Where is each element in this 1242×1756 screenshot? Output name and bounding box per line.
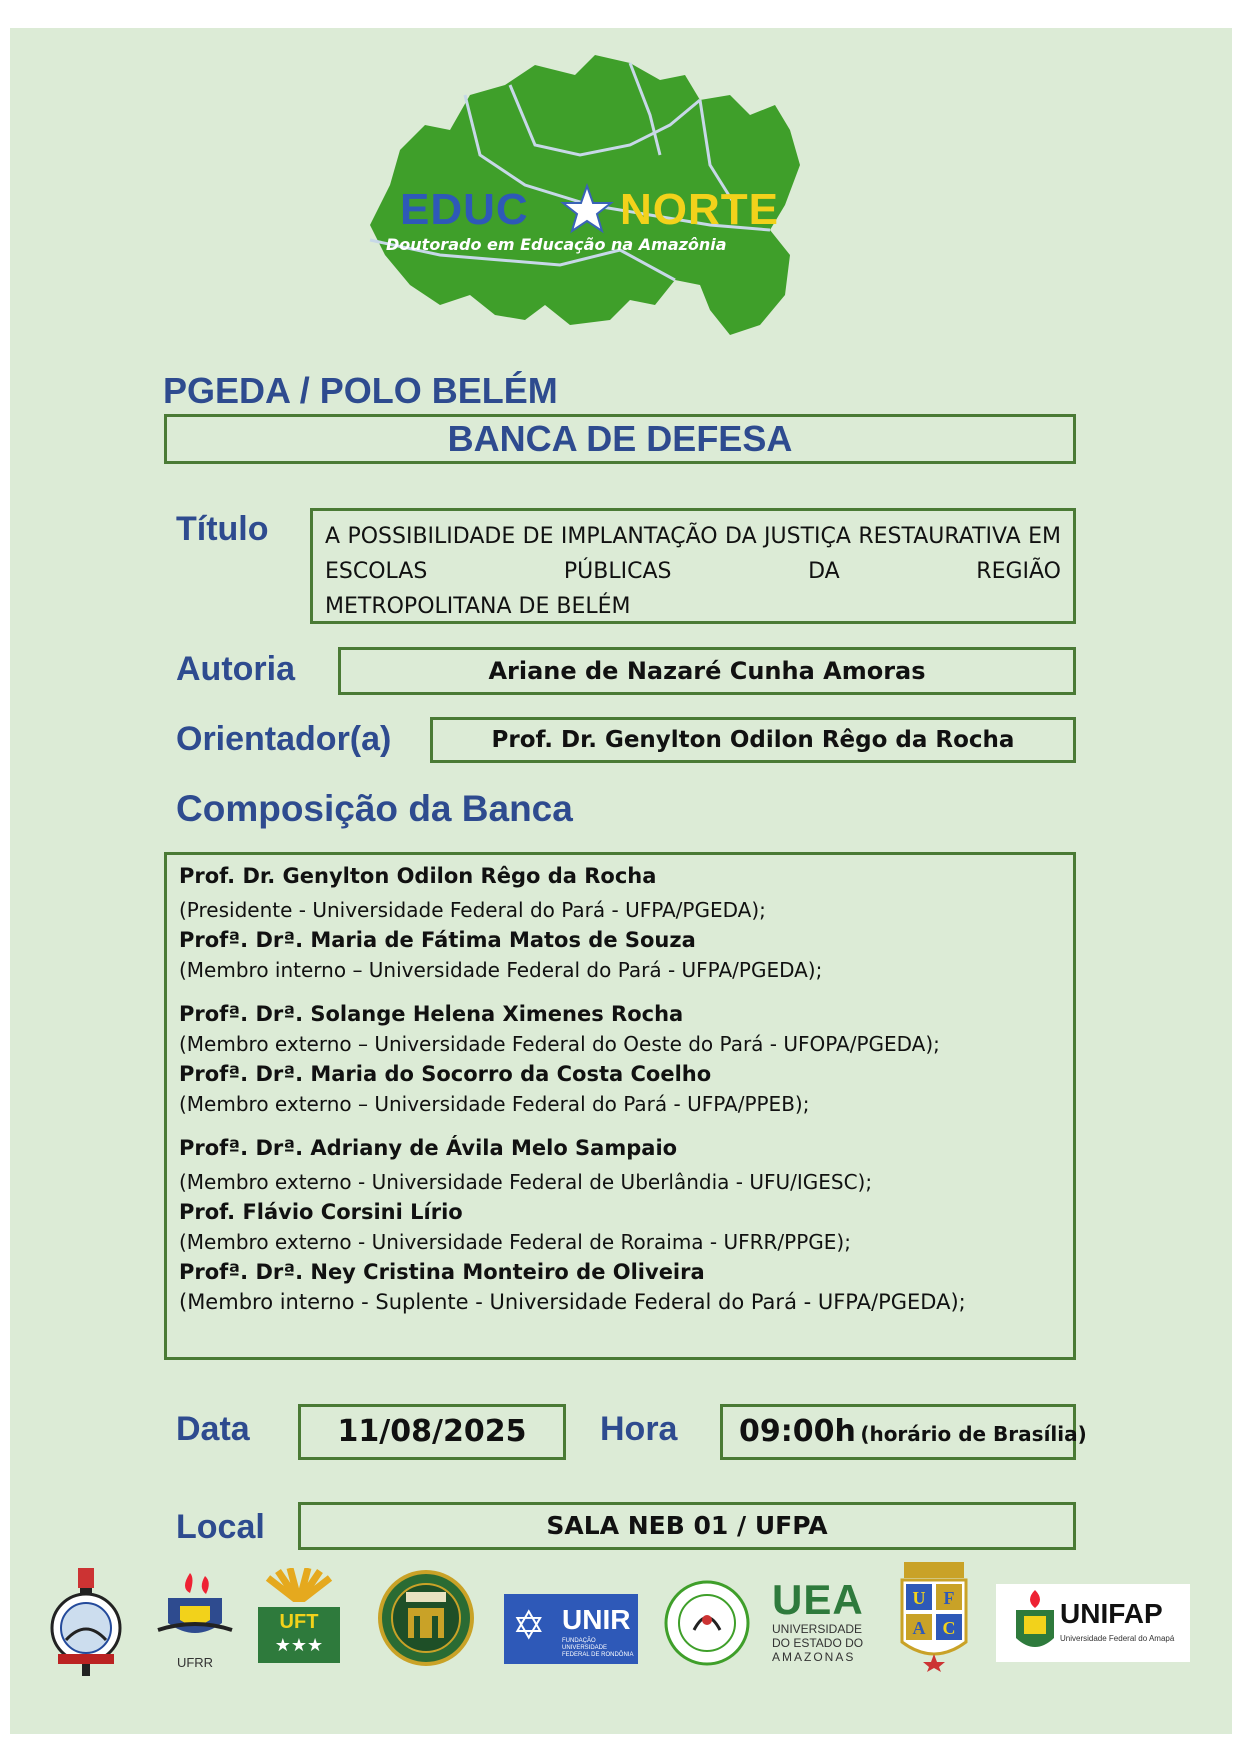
educanorte-logo — [330, 55, 850, 345]
unifap-crest-icon — [1010, 1588, 1060, 1658]
hora-value: 09:00h — [739, 1414, 856, 1449]
member-3 — [179, 999, 1073, 1059]
titulo-text-line2: METROPOLITANA DE BELÉM — [325, 594, 631, 619]
data-box — [298, 1404, 566, 1460]
unifap-logo — [996, 1584, 1190, 1662]
ufrr-logo — [150, 1568, 240, 1668]
ufrr-caption: UFRR — [176, 1655, 214, 1670]
unir-star-icon: ✡ — [512, 1603, 546, 1649]
member-role: (Membro externo – Universidade Federal do Pará - UFPA/PPEB); — [179, 1092, 810, 1116]
data-value: 11/08/2025 — [337, 1414, 527, 1449]
member-role: (Membro interno - Suplente - Universidade Federal do Pará - UFPA/PGEDA); — [179, 1290, 966, 1314]
unifesspa-logo — [378, 1568, 474, 1668]
member-role: (Membro interno – Universidade Federal do Pará - UFPA/PGEDA); — [179, 958, 823, 982]
uea-sub1: UNIVERSIDADE — [772, 1622, 863, 1636]
local-box — [298, 1502, 1076, 1550]
ufpa-logo — [40, 1568, 132, 1668]
titulo-label: Título — [176, 510, 269, 548]
composicao-box — [164, 852, 1076, 1360]
unifap-caption: UNIFAP — [1060, 1598, 1163, 1629]
uea-sub2: DO ESTADO DO — [772, 1636, 864, 1650]
unir-caption: UNIR — [562, 1604, 631, 1635]
banner-box — [164, 414, 1076, 464]
member-4 — [179, 1059, 1073, 1119]
ufam-logo — [664, 1580, 750, 1666]
unir-subcaption: FUNDAÇÃO UNIVERSIDADE FEDERAL DE RONDÔNIA — [562, 1638, 634, 1658]
unir-logo — [504, 1594, 638, 1664]
member-name: Profª. Drª. Ney Cristina Monteiro de Oliveira — [179, 1260, 705, 1284]
hora-note: (horário de Brasília) — [860, 1422, 1087, 1446]
member-7 — [179, 1257, 1073, 1317]
uft-badge — [258, 1607, 340, 1663]
ufac-logo — [896, 1562, 972, 1672]
member-name: Profª. Drª. Maria do Socorro da Costa Coelho — [179, 1062, 712, 1086]
composicao-label: Composição da Banca — [176, 788, 573, 829]
ufpa-seal-icon — [40, 1568, 132, 1678]
uea-caption: UEA — [772, 1576, 864, 1623]
member-role: (Membro externo - Universidade Federal de Roraima - UFRR/PPGE); — [179, 1230, 851, 1254]
member-role: (Presidente - Universidade Federal do Pará - UFPA/PGEDA); — [179, 898, 766, 922]
member-name: Prof. Dr. Genylton Odilon Rêgo da Rocha — [179, 864, 657, 888]
hora-box — [720, 1404, 1087, 1460]
member-name: Profª. Drª. Solange Helena Ximenes Rocha — [179, 1002, 684, 1026]
member-role: (Membro externo – Universidade Federal do Oeste do Pará - UFOPA/PGEDA); — [179, 1032, 940, 1056]
member-1 — [179, 861, 1073, 925]
member-name: Prof. Flávio Corsini Lírio — [179, 1200, 463, 1224]
orientador-box — [430, 717, 1076, 763]
program-line: PGEDA / POLO BELÉM — [163, 370, 558, 411]
uea-logo — [772, 1578, 870, 1678]
crest-seal-icon — [378, 1568, 474, 1668]
orientador-value: Prof. Dr. Genylton Odilon Rêgo da Rocha — [491, 727, 1015, 753]
autoria-label: Autoria — [176, 650, 295, 688]
ufac-shield-icon — [896, 1562, 972, 1672]
ufac-letter-a: A — [912, 1618, 926, 1638]
orientador-label: Orientador(a) — [176, 720, 392, 758]
brand-left: EDUC — [400, 185, 529, 234]
uft-caption: UFT — [279, 1611, 319, 1633]
member-role: (Membro externo - Universidade Federal de Uberlândia - UFU/IGESC); — [179, 1170, 873, 1194]
autoria-box — [338, 647, 1076, 695]
member-5 — [179, 1133, 1073, 1197]
logo-subtitle: Doutorado em Educação na Amazônia — [386, 235, 727, 254]
titulo-text-line1: A POSSIBILIDADE DE IMPLANTAÇÃO DA JUSTIÇA RESTAURATIVA EM ESCOLAS PÚBLICAS DA REGIÃO — [325, 524, 1061, 584]
ufac-letter-c: C — [942, 1618, 956, 1638]
local-label: Local — [176, 1508, 265, 1546]
ufac-letter-f: F — [943, 1588, 955, 1608]
ufam-seal-icon — [664, 1580, 750, 1666]
ufrr-shield-icon — [150, 1568, 240, 1648]
sun-rays-icon — [258, 1568, 340, 1602]
uft-logo — [258, 1568, 340, 1668]
unifap-subcaption: Universidade Federal do Amapá — [1060, 1634, 1175, 1643]
uft-stars-icon: ★★★ — [274, 1635, 324, 1656]
hora-label: Hora — [600, 1410, 678, 1448]
member-name: Profª. Drª. Adriany de Ávila Melo Sampaio — [179, 1136, 678, 1160]
data-label: Data — [176, 1410, 250, 1448]
autoria-value: Ariane de Nazaré Cunha Amoras — [488, 657, 926, 685]
uea-sub3: AMAZONAS — [772, 1650, 856, 1664]
ufac-letter-u: U — [912, 1588, 926, 1608]
titulo-box — [310, 508, 1076, 624]
local-value: SALA NEB 01 / UFPA — [546, 1511, 828, 1540]
member-2 — [179, 925, 1073, 985]
member-6 — [179, 1197, 1073, 1257]
brand-right: NORTE — [620, 185, 779, 234]
banner-title: BANCA DE DEFESA — [447, 418, 793, 459]
member-name: Profª. Drª. Maria de Fátima Matos de Souza — [179, 928, 696, 952]
